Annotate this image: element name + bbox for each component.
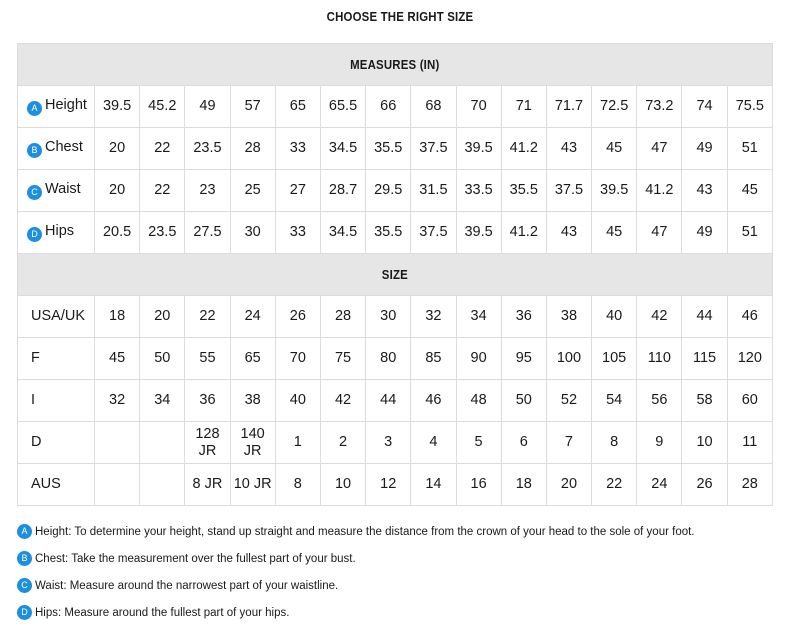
size-value: 18 — [501, 464, 546, 506]
size-value: 10 JR — [230, 464, 275, 506]
measure-value: 23.5 — [185, 128, 230, 170]
measure-value: 73.2 — [637, 86, 682, 128]
size-value: 6 — [501, 422, 546, 464]
measure-value: 39.5 — [456, 128, 501, 170]
measure-value: 39.5 — [456, 212, 501, 254]
size-value: 46 — [727, 296, 772, 338]
size-value: 65 — [230, 338, 275, 380]
note-badge-icon: A — [17, 524, 32, 539]
measure-value: 33 — [275, 212, 320, 254]
measure-label-cell — [18, 128, 95, 170]
measure-label: Hips — [45, 223, 75, 239]
size-value: 16 — [456, 464, 501, 506]
measure-badge-icon: C — [27, 185, 42, 200]
measure-value: 34.5 — [320, 128, 365, 170]
measure-value: 33 — [275, 128, 320, 170]
size-value: 140 JR — [230, 422, 275, 464]
size-value: 34 — [140, 380, 185, 422]
measure-value: 57 — [230, 86, 275, 128]
size-value: 12 — [366, 464, 411, 506]
size-value: 105 — [592, 338, 637, 380]
size-value: 36 — [185, 380, 230, 422]
size-value: 8 JR — [185, 464, 230, 506]
size-value: 22 — [592, 464, 637, 506]
note-text: Hips: Measure around the fullest part of your hips. — [35, 606, 290, 619]
size-value: 20 — [140, 296, 185, 338]
note-text: Chest: Take the measurement over the fullest part of your bust. — [35, 552, 356, 565]
note-badge-icon: B — [17, 551, 32, 566]
size-value: 75 — [320, 338, 365, 380]
size-value: 30 — [366, 296, 411, 338]
measure-value: 49 — [682, 128, 727, 170]
measure-badge-icon: B — [27, 143, 42, 158]
size-value: 10 — [682, 422, 727, 464]
measure-value: 45 — [592, 128, 637, 170]
measure-value: 33.5 — [456, 170, 501, 212]
measure-label: Waist — [45, 181, 81, 197]
size-value: 56 — [637, 380, 682, 422]
measure-value: 37.5 — [546, 170, 591, 212]
size-row-f — [18, 338, 773, 380]
measure-value: 47 — [637, 212, 682, 254]
measure-value: 20.5 — [95, 212, 140, 254]
size-value: 36 — [501, 296, 546, 338]
size-value: 3 — [366, 422, 411, 464]
size-value: 45 — [95, 338, 140, 380]
measure-value: 43 — [546, 128, 591, 170]
measure-value: 45 — [592, 212, 637, 254]
size-label: USA/UK — [18, 296, 95, 338]
size-value: 1 — [275, 422, 320, 464]
measure-value: 49 — [682, 212, 727, 254]
size-value: 50 — [501, 380, 546, 422]
note-text: Height: To determine your height, stand up straight and measure the distance from the crown of your head to the sole of your foot. — [35, 525, 695, 538]
measure-value: 35.5 — [366, 128, 411, 170]
measure-label-cell — [18, 170, 95, 212]
note-item — [17, 572, 787, 599]
size-value: 28 — [727, 464, 772, 506]
measure-value: 72.5 — [592, 86, 637, 128]
size-header: SIZE — [381, 267, 409, 282]
measures-header-row — [18, 44, 773, 86]
size-row-i — [18, 380, 773, 422]
size-value: 34 — [456, 296, 501, 338]
measure-row-waist — [18, 170, 773, 212]
size-value: 52 — [546, 380, 591, 422]
size-value — [95, 422, 140, 464]
size-value: 28 — [320, 296, 365, 338]
size-value: 38 — [230, 380, 275, 422]
size-value — [95, 464, 140, 506]
size-value: 26 — [682, 464, 727, 506]
size-row-aus — [18, 464, 773, 506]
measure-value: 31.5 — [411, 170, 456, 212]
measure-value: 23.5 — [140, 212, 185, 254]
size-value: 110 — [637, 338, 682, 380]
measure-value: 71.7 — [546, 86, 591, 128]
size-value: 2 — [320, 422, 365, 464]
measure-label: Height — [45, 97, 87, 113]
size-value: 54 — [592, 380, 637, 422]
size-value: 48 — [456, 380, 501, 422]
size-label: F — [18, 338, 95, 380]
measure-value: 51 — [727, 212, 772, 254]
measure-value: 35.5 — [366, 212, 411, 254]
size-value: 42 — [637, 296, 682, 338]
measure-value: 41.2 — [637, 170, 682, 212]
note-badge-icon: C — [17, 578, 32, 593]
measure-value: 27.5 — [185, 212, 230, 254]
note-item — [17, 545, 787, 572]
size-value: 18 — [95, 296, 140, 338]
measures-header: MEASURES (IN) — [350, 57, 440, 72]
size-value: 44 — [366, 380, 411, 422]
measure-value: 30 — [230, 212, 275, 254]
measure-value: 34.5 — [320, 212, 365, 254]
size-value: 11 — [727, 422, 772, 464]
size-value: 22 — [185, 296, 230, 338]
size-value: 7 — [546, 422, 591, 464]
size-value: 24 — [230, 296, 275, 338]
measure-value: 20 — [95, 170, 140, 212]
size-value: 120 — [727, 338, 772, 380]
size-value: 14 — [411, 464, 456, 506]
measure-value: 35.5 — [501, 170, 546, 212]
measure-value: 20 — [95, 128, 140, 170]
size-value: 42 — [320, 380, 365, 422]
measure-value: 45 — [727, 170, 772, 212]
measure-value: 28 — [230, 128, 275, 170]
size-row-usa-uk — [18, 296, 773, 338]
measure-value: 25 — [230, 170, 275, 212]
size-row-d — [18, 422, 773, 464]
measure-value: 23 — [185, 170, 230, 212]
size-value: 55 — [185, 338, 230, 380]
measure-value: 41.2 — [501, 212, 546, 254]
size-value: 50 — [140, 338, 185, 380]
measure-row-height — [18, 86, 773, 128]
measure-value: 37.5 — [411, 128, 456, 170]
size-value — [140, 422, 185, 464]
size-value: 40 — [275, 380, 320, 422]
measure-value: 28.7 — [320, 170, 365, 212]
measure-value: 47 — [637, 128, 682, 170]
size-header-row — [18, 254, 773, 296]
measure-value: 27 — [275, 170, 320, 212]
measure-row-hips — [18, 212, 773, 254]
measure-value: 65.5 — [320, 86, 365, 128]
size-value: 90 — [456, 338, 501, 380]
measure-label-cell — [18, 212, 95, 254]
measure-value: 22 — [140, 170, 185, 212]
size-value: 60 — [727, 380, 772, 422]
measure-value: 41.2 — [501, 128, 546, 170]
size-chart-table — [17, 43, 773, 506]
measure-value: 70 — [456, 86, 501, 128]
measure-badge-icon: A — [27, 101, 42, 116]
size-value: 20 — [546, 464, 591, 506]
measure-value: 66 — [366, 86, 411, 128]
size-value: 32 — [95, 380, 140, 422]
size-value: 4 — [411, 422, 456, 464]
size-label: D — [18, 422, 95, 464]
note-item — [17, 599, 787, 626]
note-badge-icon: D — [17, 605, 32, 620]
page-title: CHOOSE THE RIGHT SIZE — [326, 9, 474, 24]
measure-label: Chest — [45, 139, 83, 155]
size-value: 46 — [411, 380, 456, 422]
note-text: Waist: Measure around the narrowest part of your waistline. — [35, 579, 339, 592]
measure-value: 49 — [185, 86, 230, 128]
size-value: 100 — [546, 338, 591, 380]
size-label: AUS — [18, 464, 95, 506]
size-value: 8 — [592, 422, 637, 464]
size-value: 80 — [366, 338, 411, 380]
size-value: 9 — [637, 422, 682, 464]
size-value: 26 — [275, 296, 320, 338]
measure-value: 37.5 — [411, 212, 456, 254]
measure-badge-icon: D — [27, 227, 42, 242]
measure-row-chest — [18, 128, 773, 170]
size-value: 40 — [592, 296, 637, 338]
measure-label-cell — [18, 86, 95, 128]
size-value — [140, 464, 185, 506]
size-value: 70 — [275, 338, 320, 380]
measure-value: 43 — [682, 170, 727, 212]
measure-value: 65 — [275, 86, 320, 128]
size-value: 85 — [411, 338, 456, 380]
size-value: 44 — [682, 296, 727, 338]
size-value: 24 — [637, 464, 682, 506]
size-value: 8 — [275, 464, 320, 506]
measure-value: 22 — [140, 128, 185, 170]
size-value: 10 — [320, 464, 365, 506]
size-value: 95 — [501, 338, 546, 380]
measure-value: 39.5 — [95, 86, 140, 128]
size-value: 128 JR — [185, 422, 230, 464]
size-value: 5 — [456, 422, 501, 464]
size-value: 38 — [546, 296, 591, 338]
measure-value: 29.5 — [366, 170, 411, 212]
measure-value: 51 — [727, 128, 772, 170]
measure-value: 45.2 — [140, 86, 185, 128]
measurement-notes — [17, 518, 787, 626]
size-value: 115 — [682, 338, 727, 380]
size-value: 32 — [411, 296, 456, 338]
measure-value: 74 — [682, 86, 727, 128]
measure-value: 75.5 — [727, 86, 772, 128]
size-value: 58 — [682, 380, 727, 422]
measure-value: 39.5 — [592, 170, 637, 212]
measure-value: 68 — [411, 86, 456, 128]
measure-value: 43 — [546, 212, 591, 254]
note-item — [17, 518, 787, 545]
measure-value: 71 — [501, 86, 546, 128]
size-label: I — [18, 380, 95, 422]
